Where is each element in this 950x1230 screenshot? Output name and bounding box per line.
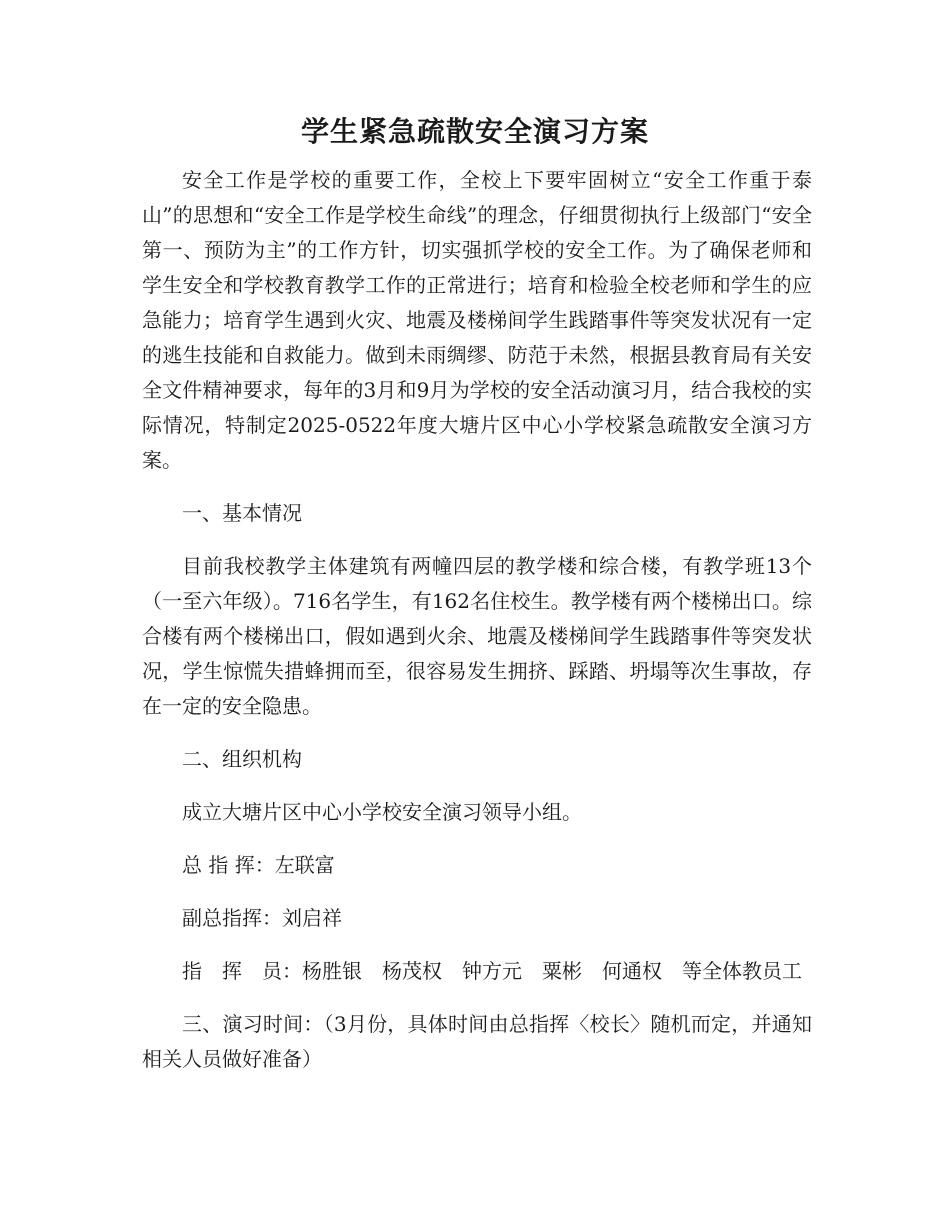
section2-intro: 成立大塘片区中心小学校安全演习领导小组。 <box>182 800 582 824</box>
section2-heading: 二、组织机构 <box>182 747 302 771</box>
deputy-commander-line: 副总指挥：刘启祥 <box>182 906 342 930</box>
section1-heading: 一、基本情况 <box>182 501 302 525</box>
intro-paragraph: 安全工作是学校的重要工作，全校上下要牢固树立“安全工作重于泰山”的思想和“安全工作是学校生命线”的理念，仔细贯彻执行上级部门“安全第一、预防为主”的工作方针，切实强抓学校的安全工作。为了确保老师和学生安全和学校教育教学工作的正常进行；培育和检验全校老师和学生的应急能力；培育学生遇到火灾、地震及楼梯间学生践踏事件等突发状况有一定的逃生技能和自救能力。做到未雨绸缪、防范于未然，根据县教育局有关安全文件精神要求，每年的3月和9月为学校的安全活动演习月，结合我校的实际情况，特制定2025-0522年度大塘片区中心小学校紧急疏散安全演习方案。 <box>142 168 812 472</box>
commander-line: 总 指 挥：左联富 <box>182 853 335 877</box>
section1-paragraph: 目前我校教学主体建筑有两幢四层的教学楼和综合楼，有教学班13个（一至六年级）。716名学生，有162名住校生。教学楼有两个楼梯出口。综合楼有两个楼梯出口，假如遇到火余、地震及楼梯间学生践踏事件等突发状况，学生惊慌失措蜂拥而至，很容易发生拥挤、踩踏、坍塌等次生事故，存在一定的安全隐患。 <box>142 554 812 718</box>
section3-paragraph: 三、演习时间：（3月份，具体时间由总指挥〈校长〉随机而定，并通知相关人员做好准备） <box>142 1012 812 1071</box>
commander-members-line: 指 挥 员：杨胜银 杨茂权 钟方元 粟彬 何通权 等全体教员工 <box>182 959 802 983</box>
document-body <box>142 163 812 1077</box>
document-title: 学生紧急疏散安全演习方案 <box>300 115 649 148</box>
